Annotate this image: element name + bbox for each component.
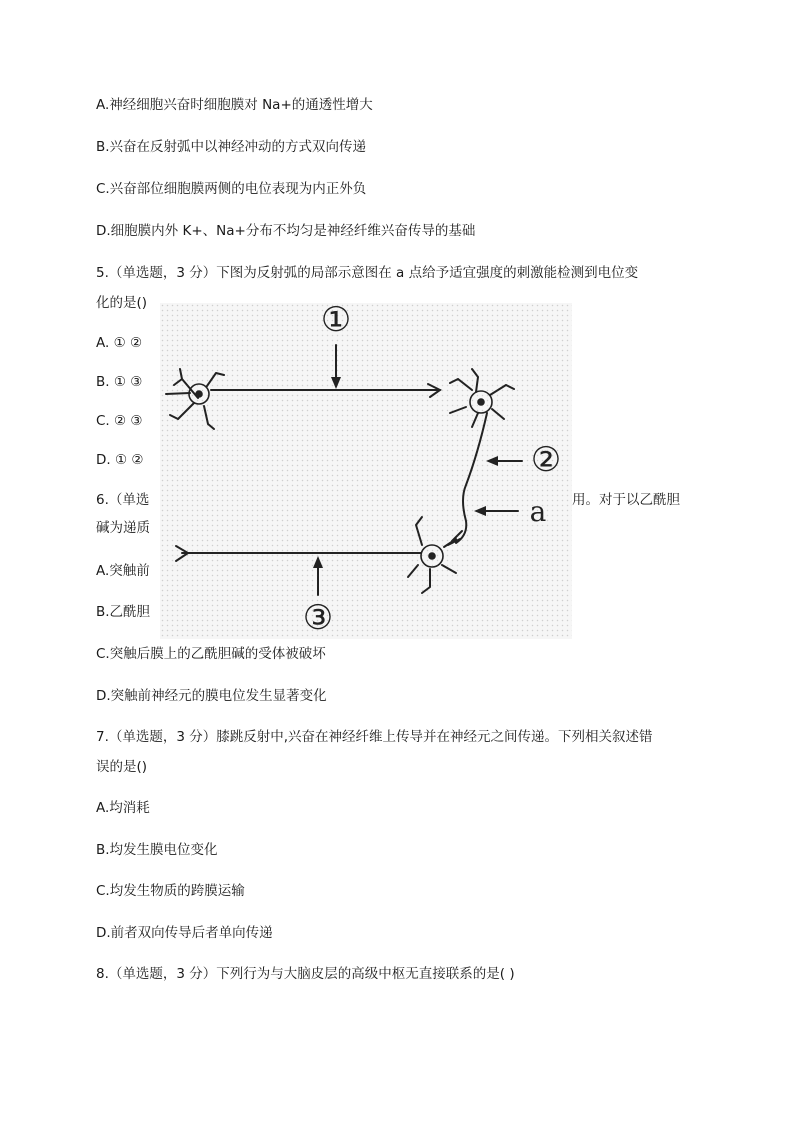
q6-stem-line2: 碱为递质 bbox=[96, 520, 150, 536]
figure-label-2: ② bbox=[530, 440, 562, 480]
q6-option-b: B.乙酰胆 bbox=[96, 604, 151, 620]
q4-option-b: B.兴奋在反射弧中以神经冲动的方式双向传递 bbox=[96, 139, 367, 155]
figure-label-3: ③ bbox=[302, 598, 334, 638]
q6-stem-left: 6.（单选 bbox=[96, 492, 150, 508]
neuron-top-left bbox=[166, 369, 440, 429]
q5-option-b: B. ① ③ bbox=[96, 374, 143, 390]
q4-option-c: C.兴奋部位细胞膜两侧的电位表现为内正外负 bbox=[96, 181, 367, 197]
q8-stem: 8.（单选题，3 分）下列行为与大脑皮层的高级中枢无直接联系的是( ) bbox=[96, 966, 515, 982]
q5-option-d: D. ① ② bbox=[96, 452, 144, 468]
figure-label-a: a bbox=[529, 495, 547, 528]
q6-stem-right: 用。对于以乙酰胆 bbox=[572, 492, 680, 508]
q4-option-a: A.神经细胞兴奋时细胞膜对 Na+的通透性增大 bbox=[96, 97, 373, 113]
reflex-arc-figure bbox=[160, 303, 572, 639]
figure-label-1: ① bbox=[320, 303, 352, 340]
q7-option-c: C.均发生物质的跨膜运输 bbox=[96, 883, 245, 899]
q5-stem-line2: 化的是() bbox=[96, 295, 148, 311]
q5-option-a: A. ① ② bbox=[96, 335, 143, 351]
q6-option-d: D.突触前神经元的膜电位发生显著变化 bbox=[96, 688, 327, 704]
q5-option-c: C. ② ③ bbox=[96, 413, 143, 429]
q7-stem-line2: 误的是() bbox=[96, 759, 148, 775]
q6-option-c: C.突触后膜上的乙酰胆碱的受体被破坏 bbox=[96, 646, 326, 662]
q6-option-a: A.突触前 bbox=[96, 563, 150, 579]
q7-option-a: A.均消耗 bbox=[96, 800, 150, 816]
q4-option-d: D.细胞膜内外 K+、Na+分布不均匀是神经纤维兴奋传导的基础 bbox=[96, 223, 476, 239]
q7-option-b: B.均发生膜电位变化 bbox=[96, 842, 218, 858]
q5-stem-line1: 5.（单选题，3 分）下图为反射弧的局部示意图在 a 点给予适宜强度的刺激能检测到电位变 bbox=[96, 265, 639, 281]
q7-stem-line1: 7.（单选题，3 分）膝跳反射中,兴奋在神经纤维上传导并在神经元之间传递。下列相关叙述错 bbox=[96, 729, 653, 745]
q7-option-d: D.前者双向传导后者单向传递 bbox=[96, 925, 273, 941]
neuron-top-right bbox=[450, 369, 514, 543]
